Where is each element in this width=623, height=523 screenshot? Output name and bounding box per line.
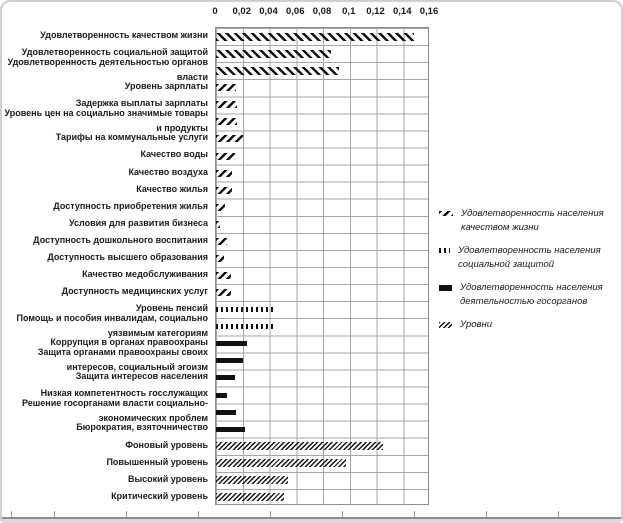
legend-label: Удовлетворенность населения деятельностью госорганов — [460, 281, 610, 309]
plot-area — [215, 27, 429, 505]
bar-hatch — [216, 476, 288, 484]
x-tick-label: 0,02 — [233, 6, 252, 17]
x-tick-label: 0,06 — [286, 6, 305, 17]
category-label — [2, 266, 211, 283]
legend-label: Удовлетворенность населения социальной защитой — [458, 244, 608, 272]
category-label — [2, 283, 211, 300]
category-label-text: Качество жилья — [136, 182, 208, 197]
bar-back — [216, 33, 414, 41]
category-label-text: Коррупция в органах правоохраны — [50, 335, 208, 350]
bar-solid — [216, 341, 247, 346]
category-label-text: Доступность медицинских услуг — [62, 284, 208, 299]
bar-dash — [216, 238, 227, 245]
category-label-text: Удовлетворенность деятельностью органов власти — [2, 55, 208, 85]
x-tick-label: 0,14 — [393, 6, 412, 17]
category-label — [2, 351, 211, 368]
x-axis — [215, 6, 429, 22]
category-label — [2, 181, 211, 198]
category-label — [2, 27, 211, 44]
category-label — [2, 198, 211, 215]
x-tick-label: 0,04 — [259, 6, 278, 17]
bar-dash — [216, 272, 231, 279]
category-label-text: Уровень пенсий — [136, 301, 208, 316]
bar-dash — [216, 153, 235, 160]
bar-dash — [216, 187, 232, 194]
category-label — [2, 215, 211, 232]
bar-dash — [216, 135, 243, 142]
category-label-text: Задержка выплаты зарплаты — [76, 96, 208, 111]
category-label-text: Фоновый уровень — [125, 438, 208, 453]
category-label-text: Высокий уровень — [128, 472, 208, 487]
bar-solid — [216, 427, 245, 432]
bar-dash — [216, 289, 231, 296]
legend-dot-pattern-icon — [439, 248, 450, 253]
legend-item — [439, 281, 619, 309]
legend — [439, 207, 619, 341]
category-label — [2, 249, 211, 266]
legend-hatch-pattern-icon — [439, 322, 452, 328]
legend-solid-pattern-icon — [439, 285, 452, 291]
legend-label: Уровни — [460, 318, 610, 332]
category-label — [2, 402, 211, 419]
x-tick-label: 0,16 — [420, 6, 439, 17]
category-label — [2, 146, 211, 163]
bar-solid — [216, 393, 227, 398]
legend-item — [439, 318, 619, 332]
x-tick-label: 0,12 — [366, 6, 385, 17]
category-label-text: Удовлетворенность качеством жизни — [40, 28, 208, 43]
category-label-text: Качество воздуха — [128, 165, 208, 180]
x-tick-label: 0,08 — [313, 6, 332, 17]
category-label-text: Повышенный уровень — [106, 455, 208, 470]
legend-item — [439, 244, 619, 272]
category-label-text: Уровень цен на социально значимые товары и продукты — [2, 106, 208, 136]
bar-dash — [216, 221, 220, 228]
category-label-text: Удовлетворенность социальной защитой — [22, 45, 208, 60]
bar-solid — [216, 375, 235, 380]
category-label-text: Защита интересов населения — [76, 369, 208, 384]
category-label-text: Доступность высшего образования — [47, 250, 208, 265]
category-label-text: Доступность приобретения жилья — [53, 199, 208, 214]
bar-dash — [216, 170, 232, 177]
bar-dash — [216, 101, 237, 108]
category-label-text: Уровень зарплаты — [125, 79, 208, 94]
category-label — [2, 437, 211, 454]
category-label-text: Помощь и пособия инвалидам, социально уязвимым категориям — [2, 311, 208, 341]
category-label-text: Бюрократия, взяточничество — [76, 420, 208, 435]
category-label-text: Защита органами правоохраны своих интересов, социальный эгоизм — [2, 345, 208, 375]
category-label — [2, 317, 211, 334]
bar-back — [216, 67, 339, 75]
category-label-text: Низкая компетентность госслужащих — [41, 386, 208, 401]
category-label — [2, 112, 211, 129]
bar-hatch — [216, 442, 383, 450]
category-label — [2, 232, 211, 249]
bar-back — [216, 50, 331, 58]
bar-hatch — [216, 459, 346, 467]
bar-dash — [216, 118, 237, 125]
category-label-text: Условия для развития бизнеса — [69, 216, 208, 231]
category-label-text: Тарифы на коммунальные услуги — [56, 130, 208, 145]
category-label-text: Критический уровень — [111, 489, 208, 504]
category-label — [2, 488, 211, 505]
bar-dash — [216, 204, 225, 211]
bar-solid — [216, 410, 236, 415]
category-label-text: Качество медобслуживания — [82, 267, 208, 282]
legend-dash-pattern-icon — [439, 211, 453, 216]
legend-label: Удовлетворенность населения качеством жизни — [461, 207, 611, 235]
category-label — [2, 164, 211, 181]
x-tick-label: 0,1 — [342, 6, 355, 17]
bar-dash — [216, 84, 236, 91]
category-label — [2, 61, 211, 78]
category-label — [2, 454, 211, 471]
bottom-strip — [2, 517, 621, 523]
bar-dash — [216, 255, 224, 262]
category-label-text: Доступность дошкольного воспитания — [33, 233, 208, 248]
bar-hatch — [216, 493, 284, 501]
category-label — [2, 471, 211, 488]
bar-dot — [216, 324, 275, 329]
legend-item — [439, 207, 619, 235]
bar-dot — [216, 307, 275, 312]
bar-solid — [216, 358, 243, 363]
category-label-text: Решение госорганами власти социально-экономических проблем — [2, 396, 208, 426]
category-label-text: Качество воды — [140, 147, 208, 162]
category-labels — [2, 27, 211, 505]
x-tick-label: 0 — [212, 6, 217, 17]
